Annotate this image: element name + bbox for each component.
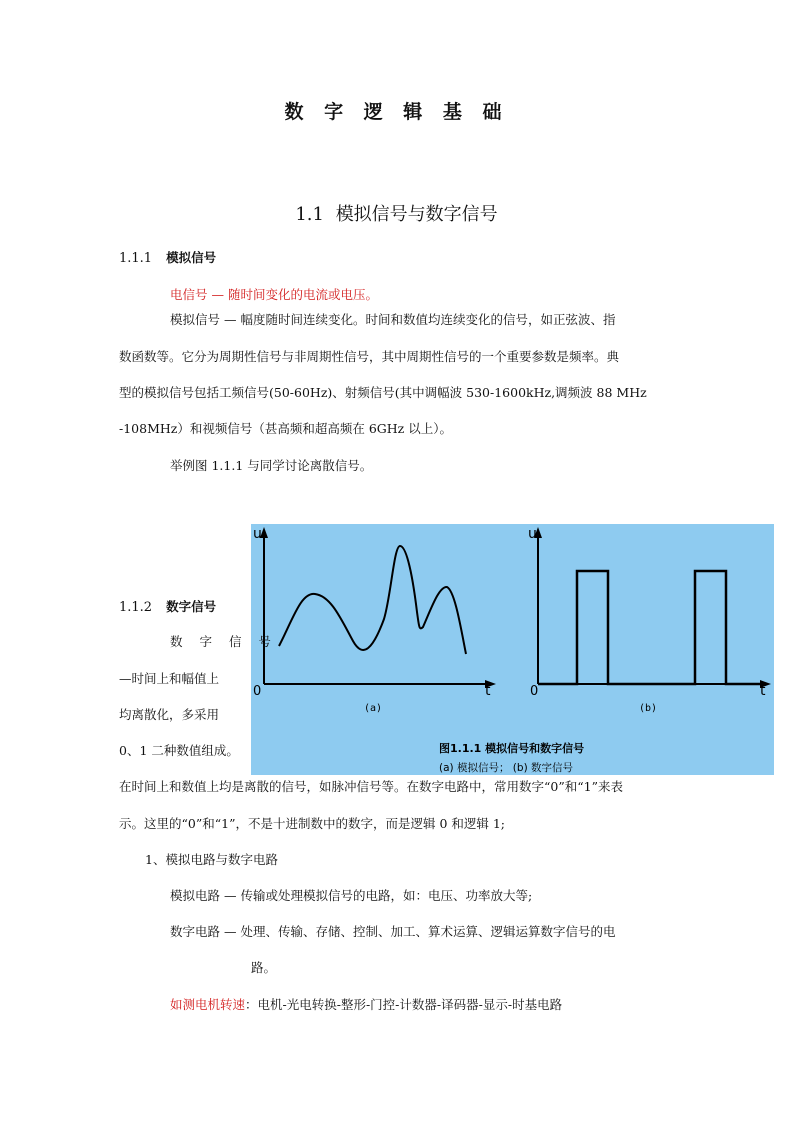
figure-caption: 图1.1.1 模拟信号和数字信号 xyxy=(439,742,585,755)
analog-circuit-line: 模拟电路 — 传输或处理模拟信号的电路，如：电压、功率放大等; xyxy=(170,888,533,903)
panel-label-a: (a) xyxy=(364,703,383,714)
analog-para-line-3: 型的模拟信号包括工频信号(50-60Hz)、射频信号(其中调幅波 530-1600kHz,调频波 88 MHz xyxy=(119,385,647,400)
subsection-title: 数字信号 xyxy=(166,599,217,614)
subsection-heading-analog xyxy=(119,248,216,266)
signal-figure xyxy=(251,524,774,775)
label-origin-analog: 0 xyxy=(253,684,262,699)
digital-pulse-train xyxy=(538,571,766,684)
section-heading xyxy=(0,200,793,226)
subsection-number: 1.1.2 xyxy=(119,600,153,615)
subsection-number: 1.1.1 xyxy=(119,251,153,266)
digital-circuit-line-2: 路。 xyxy=(251,960,277,975)
analog-para-line-2: 数函数等。它分为周期性信号与非周期性信号，其中周期性信号的一个重要参数是频率。典 xyxy=(119,349,620,364)
digital-def-line-1: 数 字 信 号 xyxy=(170,634,278,649)
example-line: 举例图 1.1.1 与同学讨论离散信号。 xyxy=(170,458,373,473)
motor-speed-label: 如测电机转速 xyxy=(170,997,246,1012)
digital-para-line-2: 示。这里的“0”和“1”，不是十进制数中的数字，而是逻辑 0 和逻辑 1; xyxy=(119,816,506,831)
digital-def-line-3: 均离散化，多采用 xyxy=(119,707,220,722)
analog-signal-curve xyxy=(279,546,466,654)
motor-speed-chain: ：电机-光电转换-整形-门控-计数器-译码器-显示-时基电路 xyxy=(245,997,563,1012)
label-t-digital: t xyxy=(760,683,766,699)
digital-def-line-2: —时间上和幅值上 xyxy=(119,671,220,686)
label-u-digital: u xyxy=(528,526,537,542)
figure-caption-sub: (a) 模拟信号； (b) 数字信号 xyxy=(439,762,573,774)
digital-circuit-line-1: 数字电路 — 处理、传输、存储、控制、加工、算术运算、逻辑运算数字信号的电 xyxy=(170,924,616,939)
signal-figure-svg xyxy=(251,524,774,775)
digital-para-line-1: 在时间上和数值上均是离散的信号，如脉冲信号等。在数字电路中，常用数字“0”和“1”来表 xyxy=(119,779,623,794)
label-origin-digital: 0 xyxy=(530,684,539,699)
subsection-title: 模拟信号 xyxy=(166,250,217,265)
label-u-analog: u xyxy=(253,526,262,542)
document-title: 数 字 逻 辑 基 础 xyxy=(284,101,509,123)
electric-signal-definition: 电信号 — 随时间变化的电流或电压。 xyxy=(170,287,378,302)
analog-para-line-4: -108MHz）和视频信号（甚高频和超高频在 6GHz 以上）。 xyxy=(119,421,452,436)
section-number: 1.1 xyxy=(295,204,324,225)
panel-label-b: (b) xyxy=(639,703,658,714)
subsection-heading-digital xyxy=(119,597,216,615)
analog-para-line-1: 模拟信号 — 幅度随时间连续变化。时间和数值均连续变化的信号，如正弦波、指 xyxy=(170,312,616,327)
circuits-heading: 1、模拟电路与数字电路 xyxy=(145,852,278,867)
digital-def-line-4: 0、1 二种数值组成。 xyxy=(119,743,239,758)
section-title: 模拟信号与数字信号 xyxy=(335,204,498,225)
motor-speed-example xyxy=(170,995,562,1013)
label-t-analog: t xyxy=(485,683,491,699)
